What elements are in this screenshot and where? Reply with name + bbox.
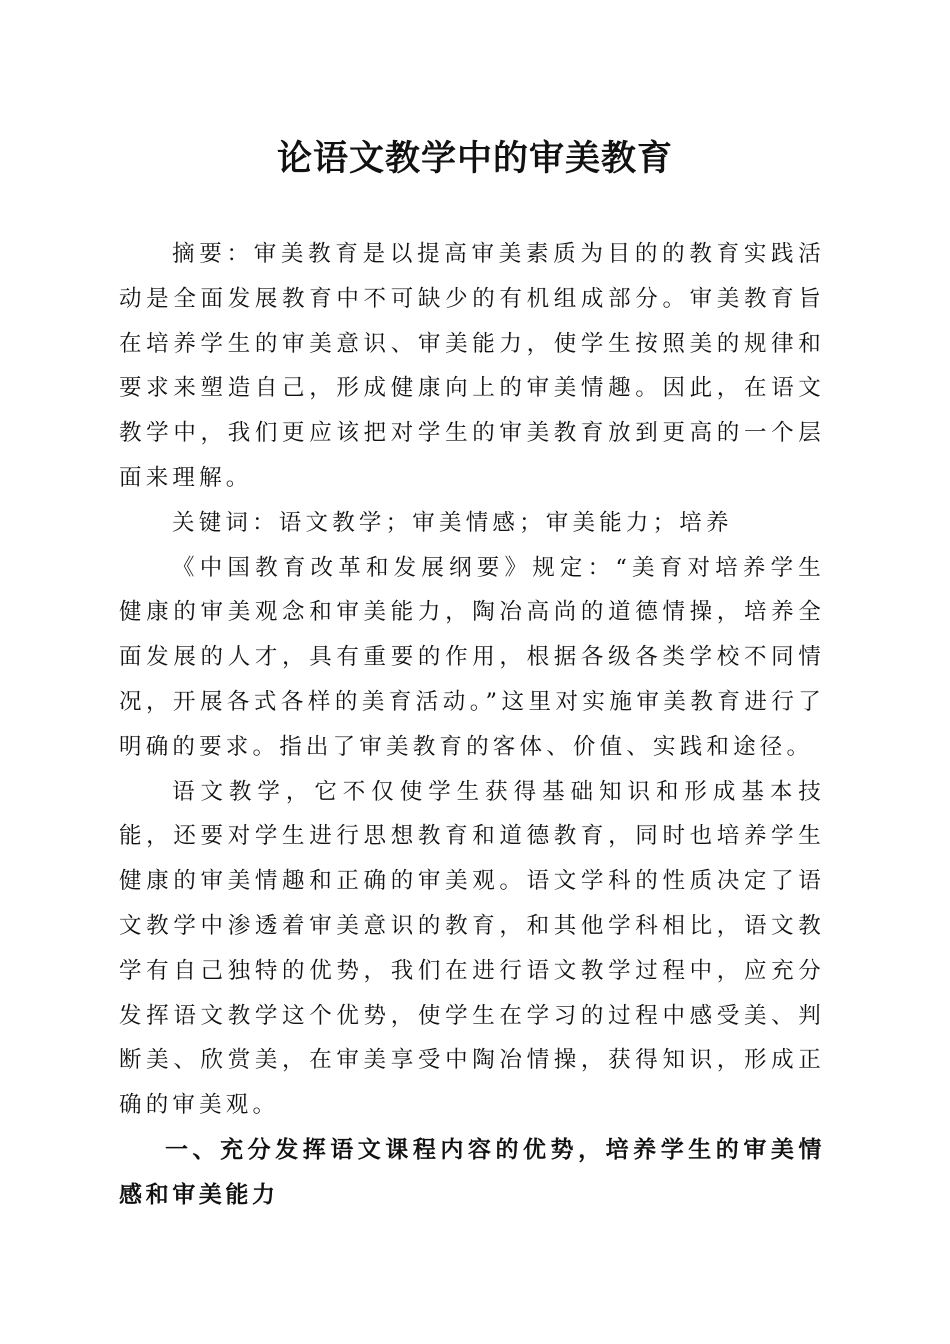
document-body bbox=[119, 232, 825, 1218]
abstract-paragraph: 摘要：审美教育是以提高审美素质为目的的教育实践活动是全面发展教育中不可缺少的有机组成部分。审美教育旨在培养学生的审美意识、审美能力，使学生按照美的规律和要求来塑造自己，形成健康向上的审美情趣。因此，在语文教学中，我们更应该把对学生的审美教育放到更高的一个层面来理解。 bbox=[119, 241, 825, 491]
body-paragraph: 语文教学，它不仅使学生获得基础知识和形成基本技能，还要对学生进行思想教育和道德教育，同时也培养学生健康的审美情趣和正确的审美观。语文学科的性质决定了语文教学中渗透着审美意识的教育，和其他学科相比，语文教学有自己独特的优势，我们在进行语文教学过程中，应充分发挥语文教学这个优势，使学生在学习的过程中感受美、判断美、欣赏美，在审美享受中陶冶情操，获得知识，形成正确的审美观。 bbox=[119, 778, 825, 1119]
section-heading: 一、充分发挥语文课程内容的优势，培养学生的审美情感和审美能力 bbox=[119, 1136, 825, 1208]
keywords-line: 关键词：语文教学；审美情感；审美能力；培养 bbox=[172, 509, 733, 536]
document-title: 论语文教学中的审美教育 bbox=[276, 138, 673, 179]
body-paragraph: 《中国教育改革和发展纲要》规定：“美育对培养学生健康的审美观念和审美能力，陶冶高尚的道德情操，培养全面发展的人才，具有重要的作用，根据各级各类学校不同情况，开展各式各样的美育活动。”这里对实施审美教育进行了明确的要求。指出了审美教育的客体、价值、实践和途径。 bbox=[119, 554, 825, 760]
